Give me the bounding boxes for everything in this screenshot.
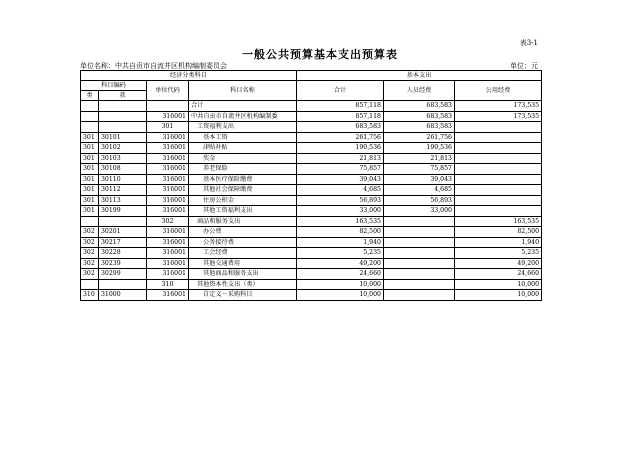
unit-name: 单位名称：中共自贡市自流井区机构编制委员会 [80, 62, 227, 70]
header-personnel: 人员经费 [384, 81, 455, 101]
cell-subject-name: 其他社会保障缴费 [189, 185, 297, 196]
cell-public [455, 143, 542, 154]
table-number: 表3-1 [519, 39, 538, 47]
cell-kuan [99, 216, 147, 227]
table-row [81, 122, 542, 133]
cell-subject-name: 办公费 [189, 227, 297, 238]
cell-total: 39,043 [297, 174, 384, 185]
cell-personnel [384, 290, 455, 301]
cell-kuan: 30239 [99, 258, 147, 269]
cell-personnel: 683,583 [384, 122, 455, 133]
cell-unit-code: 302 [147, 216, 189, 227]
cell-unit-code: 316001 [147, 185, 189, 196]
table-row [81, 185, 542, 196]
cell-total: 75,857 [297, 164, 384, 175]
cell-unit-code: 316001 [147, 258, 189, 269]
cell-lei: 301 [81, 132, 99, 143]
cell-subject-name: 商品和服务支出 [189, 216, 297, 227]
cell-public [455, 164, 542, 175]
header-total: 合计 [297, 81, 384, 101]
cell-personnel: 33,000 [384, 206, 455, 217]
cell-lei: 301 [81, 143, 99, 154]
table-row [81, 174, 542, 185]
budget-table [80, 70, 542, 301]
cell-kuan: 30201 [99, 227, 147, 238]
cell-kuan: 31000 [99, 290, 147, 301]
cell-subject-name: 其他商品和服务支出 [189, 269, 297, 280]
page-title: 一般公共预算基本支出预算表 [242, 48, 398, 61]
cell-subject-name: 自定义－采购科目 [189, 290, 297, 301]
cell-unit-code: 316001 [147, 290, 189, 301]
table-row [81, 143, 542, 154]
table-row [81, 216, 542, 227]
cell-unit-code [147, 101, 189, 112]
cell-unit-code: 301 [147, 122, 189, 133]
cell-unit-code: 316001 [147, 164, 189, 175]
cell-subject-name: 奖金 [189, 153, 297, 164]
header-unit-code: 单位代码 [147, 81, 189, 101]
cell-personnel [384, 216, 455, 227]
cell-personnel: 683,583 [384, 101, 455, 112]
header-econ-class: 经济分类科目 [81, 71, 297, 81]
cell-lei: 301 [81, 185, 99, 196]
table-row [81, 111, 542, 122]
cell-total: 82,500 [297, 227, 384, 238]
cell-total: 4,685 [297, 185, 384, 196]
cell-subject-name: 津贴补贴 [189, 143, 297, 154]
cell-kuan: 30217 [99, 237, 147, 248]
cell-lei: 302 [81, 248, 99, 259]
cell-public [455, 174, 542, 185]
cell-total: 10,000 [297, 279, 384, 290]
table-row [81, 237, 542, 248]
cell-subject-name: 其他交通费用 [189, 258, 297, 269]
table-row [81, 227, 542, 238]
table-row [81, 290, 542, 301]
table-row [81, 164, 542, 175]
table-row [81, 101, 542, 112]
cell-personnel: 261,756 [384, 132, 455, 143]
cell-lei: 310 [81, 290, 99, 301]
cell-kuan [99, 122, 147, 133]
header-lei: 类 [81, 91, 99, 101]
table-row [81, 195, 542, 206]
cell-total: 10,000 [297, 290, 384, 301]
cell-personnel: 683,583 [384, 111, 455, 122]
cell-unit-code: 316001 [147, 269, 189, 280]
cell-total: 857,118 [297, 101, 384, 112]
cell-total: 683,583 [297, 122, 384, 133]
cell-total: 1,940 [297, 237, 384, 248]
cell-public [455, 206, 542, 217]
cell-personnel [384, 258, 455, 269]
cell-unit-code: 316001 [147, 227, 189, 238]
cell-kuan: 30101 [99, 132, 147, 143]
cell-lei: 302 [81, 269, 99, 280]
cell-public: 10,000 [455, 290, 542, 301]
cell-lei: 301 [81, 153, 99, 164]
table-row [81, 132, 542, 143]
cell-lei: 301 [81, 206, 99, 217]
cell-kuan: 30102 [99, 143, 147, 154]
header-subject-code: 科目编码 [81, 81, 147, 91]
cell-lei: 302 [81, 237, 99, 248]
header-public: 公用经费 [455, 81, 542, 101]
cell-public: 163,535 [455, 216, 542, 227]
cell-lei [81, 122, 99, 133]
cell-personnel: 4,685 [384, 185, 455, 196]
cell-public: 82,500 [455, 227, 542, 238]
header-subject-name: 科目名称 [189, 81, 297, 101]
cell-personnel [384, 227, 455, 238]
cell-personnel: 75,857 [384, 164, 455, 175]
cell-personnel [384, 248, 455, 259]
cell-public: 5,235 [455, 248, 542, 259]
cell-subject-name: 其他工资福利支出 [189, 206, 297, 217]
cell-public: 1,940 [455, 237, 542, 248]
cell-total: 24,660 [297, 269, 384, 280]
cell-kuan [99, 111, 147, 122]
cell-total: 190,536 [297, 143, 384, 154]
cell-public: 24,660 [455, 269, 542, 280]
cell-total: 21,813 [297, 153, 384, 164]
cell-kuan: 30228 [99, 248, 147, 259]
cell-total: 33,000 [297, 206, 384, 217]
header-basic: 基本支出 [297, 71, 542, 81]
cell-subject-name: 中共自贡市自流井区机构编制委 [189, 111, 297, 122]
cell-personnel: 56,893 [384, 195, 455, 206]
cell-lei [81, 279, 99, 290]
cell-total: 261,756 [297, 132, 384, 143]
cell-public [455, 153, 542, 164]
cell-lei [81, 101, 99, 112]
table-row [81, 258, 542, 269]
cell-lei [81, 216, 99, 227]
cell-subject-name: 工会经费 [189, 248, 297, 259]
cell-public: 173,535 [455, 111, 542, 122]
table-row [81, 248, 542, 259]
cell-subject-name: 其他资本性支出（类） [189, 279, 297, 290]
cell-unit-code: 316001 [147, 132, 189, 143]
cell-total: 49,200 [297, 258, 384, 269]
cell-personnel: 21,813 [384, 153, 455, 164]
cell-public [455, 132, 542, 143]
cell-kuan: 30199 [99, 206, 147, 217]
cell-kuan: 30110 [99, 174, 147, 185]
cell-subject-name: 基本医疗保险缴费 [189, 174, 297, 185]
cell-unit-code: 316001 [147, 248, 189, 259]
cell-subject-name: 公务接待费 [189, 237, 297, 248]
table-row [81, 279, 542, 290]
cell-unit-code: 316001 [147, 195, 189, 206]
cell-personnel [384, 269, 455, 280]
table-row [81, 206, 542, 217]
cell-kuan: 30113 [99, 195, 147, 206]
cell-public: 49,200 [455, 258, 542, 269]
cell-unit-code: 316001 [147, 111, 189, 122]
cell-subject-name: 养老保险 [189, 164, 297, 175]
cell-unit-code: 316001 [147, 174, 189, 185]
cell-subject-name: 住房公积金 [189, 195, 297, 206]
cell-personnel: 190,536 [384, 143, 455, 154]
currency-unit: 单位：元 [510, 62, 538, 70]
cell-unit-code: 316001 [147, 153, 189, 164]
cell-unit-code: 316001 [147, 206, 189, 217]
cell-kuan: 30112 [99, 185, 147, 196]
cell-subject-name: 合计 [189, 101, 297, 112]
cell-lei: 301 [81, 174, 99, 185]
cell-subject-name: 基本工资 [189, 132, 297, 143]
cell-kuan: 30103 [99, 153, 147, 164]
cell-lei [81, 111, 99, 122]
cell-public: 10,000 [455, 279, 542, 290]
cell-kuan [99, 279, 147, 290]
cell-lei: 302 [81, 227, 99, 238]
cell-kuan: 30108 [99, 164, 147, 175]
cell-public [455, 185, 542, 196]
cell-lei: 301 [81, 195, 99, 206]
cell-total: 56,893 [297, 195, 384, 206]
cell-total: 857,118 [297, 111, 384, 122]
cell-unit-code: 316001 [147, 143, 189, 154]
cell-personnel [384, 279, 455, 290]
table-row [81, 153, 542, 164]
cell-public [455, 122, 542, 133]
cell-lei: 302 [81, 258, 99, 269]
cell-lei: 301 [81, 164, 99, 175]
cell-personnel: 39,043 [384, 174, 455, 185]
cell-total: 5,235 [297, 248, 384, 259]
header-kuan: 款 [99, 91, 147, 101]
cell-subject-name: 工资福利支出 [189, 122, 297, 133]
cell-public [455, 195, 542, 206]
cell-total: 163,535 [297, 216, 384, 227]
cell-kuan: 30299 [99, 269, 147, 280]
cell-unit-code: 316001 [147, 237, 189, 248]
cell-personnel [384, 237, 455, 248]
table-row [81, 269, 542, 280]
cell-kuan [99, 101, 147, 112]
cell-public: 173,535 [455, 101, 542, 112]
cell-unit-code: 310 [147, 279, 189, 290]
